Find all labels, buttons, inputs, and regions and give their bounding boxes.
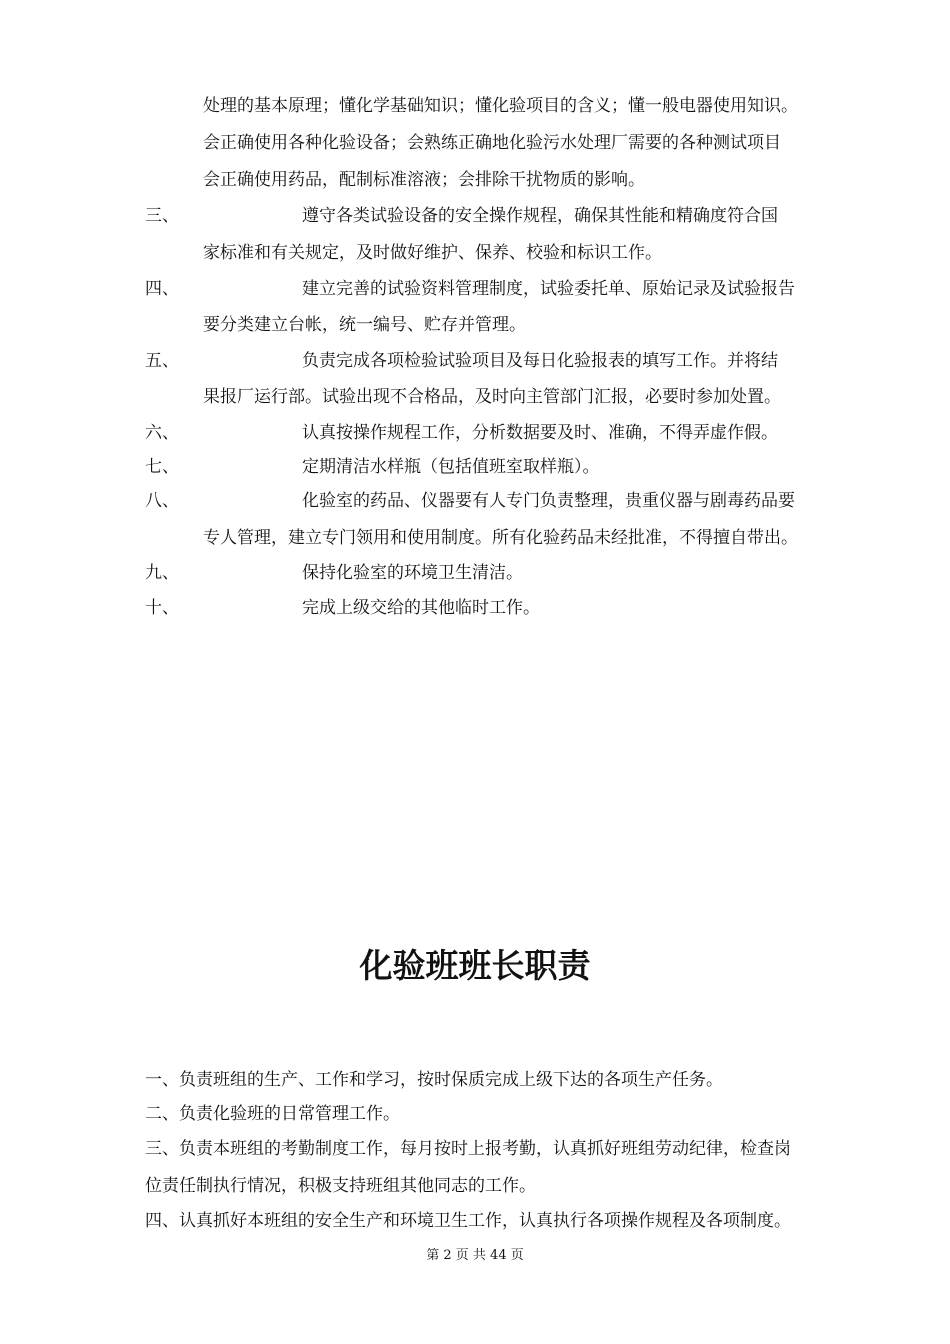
item-number: 六、 <box>145 423 179 443</box>
item-text: 果报厂运行部。试验出现不合格品，及时向主管部门汇报，必要时参加处置。 <box>203 387 781 407</box>
item-text: 建立完善的试验资料管理制度，试验委托单、原始记录及试验报告 <box>302 279 795 299</box>
duty-line: 位责任制执行情况，积极支持班组其他同志的工作。 <box>145 1176 536 1196</box>
item-text: 定期清洁水样瓶（包括值班室取样瓶）。 <box>302 457 600 477</box>
item-number: 十、 <box>145 598 179 618</box>
item-text: 要分类建立台帐，统一编号、贮存并管理。 <box>203 315 526 335</box>
section-title: 化验班班长职责 <box>359 946 591 985</box>
continuation-line: 处理的基本原理；懂化学基础知识；懂化验项目的含义；懂一般电器使用知识。 <box>203 96 798 116</box>
item-number: 七、 <box>145 457 179 477</box>
item-number: 四、 <box>145 279 179 299</box>
item-text: 负责完成各项检验试验项目及每日化验报表的填写工作。并将结 <box>302 351 778 371</box>
continuation-line: 会正确使用药品，配制标准溶液；会排除干扰物质的影响。 <box>203 170 645 190</box>
item-text: 化验室的药品、仪器要有人专门负责整理，贵重仪器与剧毒药品要 <box>302 491 795 511</box>
item-text: 专人管理，建立专门领用和使用制度。所有化验药品未经批准，不得擅自带出。 <box>203 528 798 548</box>
item-number: 九、 <box>145 563 179 583</box>
item-text: 保持化验室的环境卫生清洁。 <box>302 563 523 583</box>
continuation-line: 会正确使用各种化验设备；会熟练正确地化验污水处理厂需要的各种测试项目 <box>203 133 781 153</box>
duty-line: 一、负责班组的生产、工作和学习，按时保质完成上级下达的各项生产任务。 <box>145 1070 723 1090</box>
item-number: 八、 <box>145 491 179 511</box>
duty-line: 三、负责本班组的考勤制度工作，每月按时上报考勤，认真抓好班组劳动纪律，检查岗 <box>145 1139 791 1159</box>
item-text: 认真按操作规程工作，分析数据要及时、准确，不得弄虚作假。 <box>302 423 778 443</box>
duty-line: 四、认真抓好本班组的安全生产和环境卫生工作，认真执行各项操作规程及各项制度。 <box>145 1211 791 1231</box>
item-number: 三、 <box>145 206 179 226</box>
page-number: 第 2 页 共 44 页 <box>426 1248 524 1263</box>
item-number: 五、 <box>145 351 179 371</box>
duty-line: 二、负责化验班的日常管理工作。 <box>145 1104 400 1124</box>
item-text: 完成上级交给的其他临时工作。 <box>302 598 540 618</box>
item-text: 家标准和有关规定，及时做好维护、保养、校验和标识工作。 <box>203 243 662 263</box>
item-text: 遵守各类试验设备的安全操作规程，确保其性能和精确度符合国 <box>302 206 778 226</box>
